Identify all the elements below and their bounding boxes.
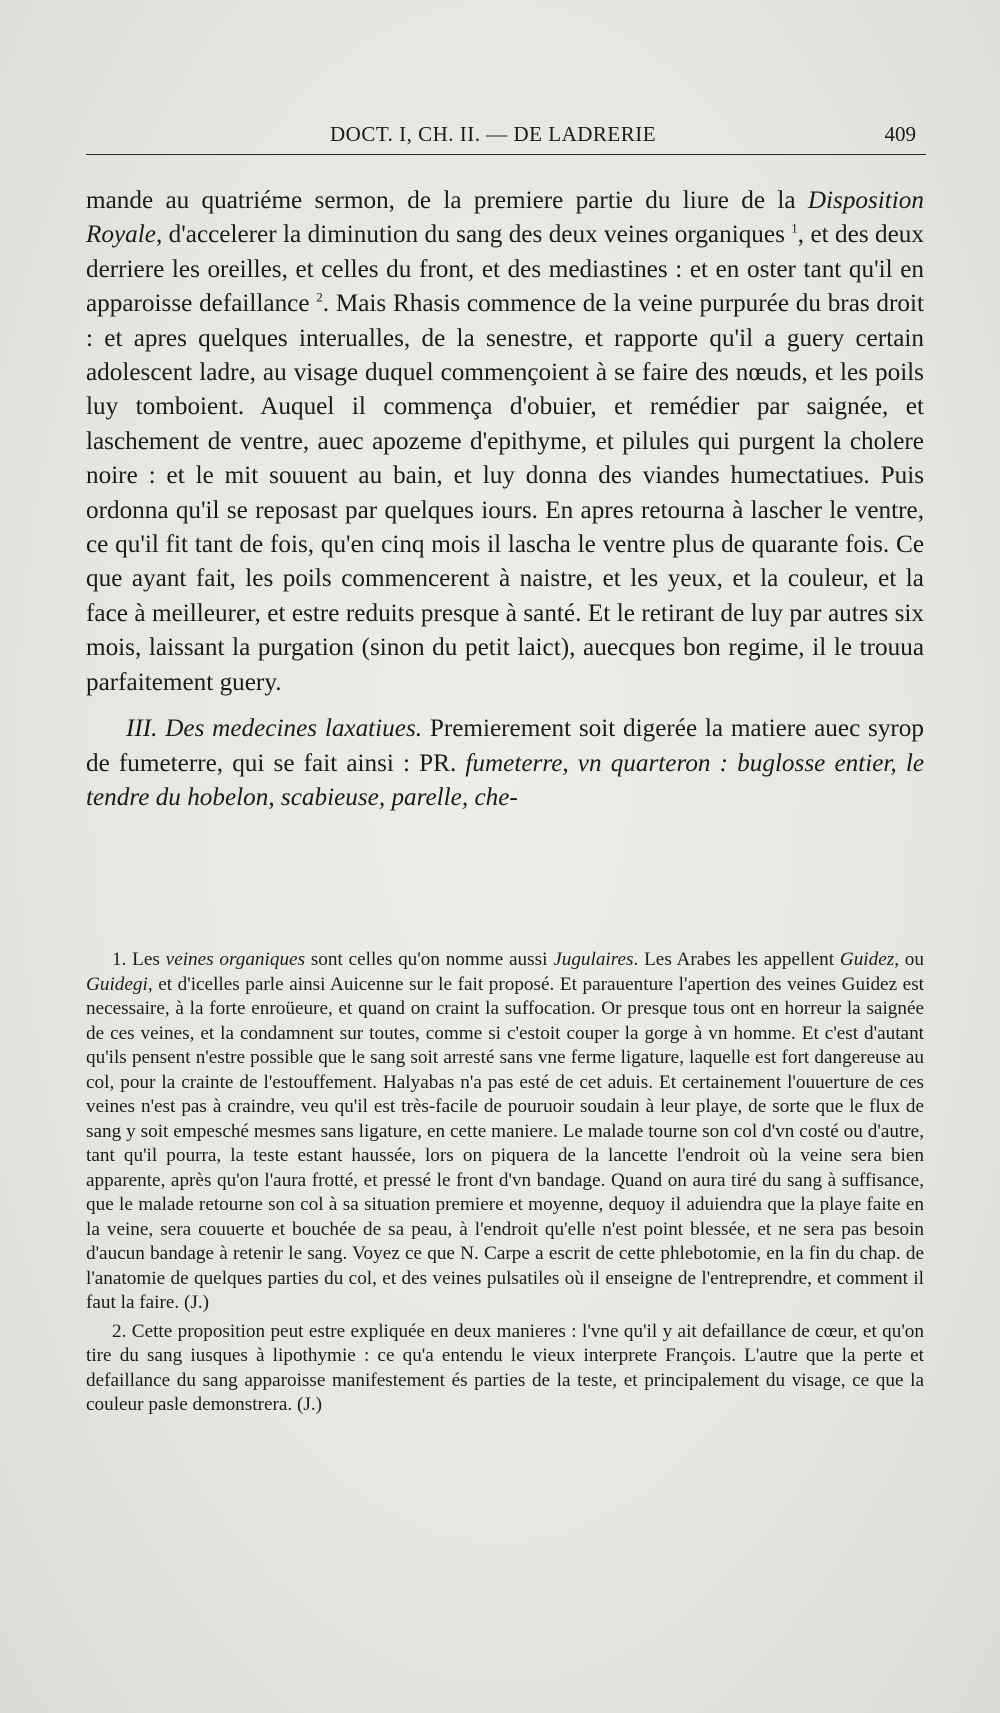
text-span: , d'accelerer la diminution du sang des deux veines organiques (155, 221, 792, 249)
footnote-ref-2: 2 (316, 289, 323, 305)
text-span: Premierement soit digerée la matiere auec syrop de fumeterre, qui se fait ainsi : PR. (86, 715, 924, 777)
text-span: , ou (894, 949, 924, 970)
paragraph-1 (86, 184, 924, 700)
text-span: Les (126, 949, 166, 970)
footnote-number: 2. (112, 1320, 127, 1342)
text-span: . Les Arabes les appellent (633, 949, 840, 970)
section-heading: III. Des medecines laxatiues. (126, 715, 423, 743)
italic-span: Jugulaires (553, 949, 634, 970)
text-span: . Mais Rhasis commence de la veine purpurée du bras droit : et apres quelques interualles, de la senestre, et rapporte qu'il a guery certain adolescent ladre, au visage duquel commençoient à se faire des nœuds, et les poils luy tomboient. Auquel il commença d'obuier, et remédier par saignée, et laschement de ventre, auec apozeme d'epithyme, et pilules qui purgent la cholere noire : et le mit souuent au bain, et luy donna des viandes humectatiues. Puis ordonna qu'il se reposast par quelques iours. En apres retourna à lascher le ventre, ce qu'il fit tant de fois, qu'en cinq mois il lascha le ventre plus de quarante fois. Ce que ayant fait, les poils commencerent à naistre, et les yeux, et la couleur, et la face à meilleurer, et estre reduits presque à santé. Et le retirant de luy par autres six mois, laissant la purgation (sinon du petit laict), auecques bon regime, il le trouua parfaitement guery. (86, 290, 924, 696)
footnote-1 (86, 948, 924, 1316)
running-head (86, 118, 926, 155)
page-number: 409 (884, 122, 916, 146)
footnote-2 (86, 1320, 924, 1418)
footnote-ref-1: 1 (791, 221, 798, 237)
italic-span: Guidez (839, 949, 895, 970)
italic-span: Guidegi (86, 973, 148, 995)
text-span: mande au quatriéme sermon, de la premiere partie du liure de la (86, 187, 808, 214)
running-title: DOCT. I, CH. II. — DE LADRERIE (330, 122, 657, 146)
footnotes (86, 948, 924, 1418)
italic-span: Disposition Royale (86, 187, 924, 249)
text-span: , et des deux derriere les oreilles, et celles du front, et des mediastines : et en oster tant qu'il en apparoisse defaillance (86, 221, 924, 318)
text-span: sont celles qu'on nomme aussi (305, 949, 554, 970)
text-span: , et d'icelles parle ainsi Auicenne sur le fait proposé. Et parauenture l'apertion des veines Guidez est necessaire, à la forte enroüeure, et quand on craint la suffocation. Or presque tous ont en horreur la saignée de ces veines, et la condamnent sur toutes, comme si c'estoit couper la gorge à vn homme. Et c'est d'autant qu'ils pensent n'estre possible que le sang soit arresté sans vne ferme ligature, laquelle est fort dangereuse au col, pour la crainte de l'estouffement. Halyabas n'a pas esté de cet aduis. Et certainement l'ouuerture de ces veines n'est pas à craindre, veu qu'il est très-facile de pouruoir soudain à leur playe, de sorte que le flux de sang y soit empesché mesmes sans ligature, en cette maniere. Le malade tourne son col d'vn costé ou d'autre, tant qu'il pourra, la teste estant haussée, lors on piquera de la lancette l'endroit où la veine sera bien apparente, après qu'on l'aura frotté, et pressé le front d'vn bandage. Quand on aura tiré du sang à suffisance, que le malade retourne son col à sa situation premiere et moyenne, dequoy il aduiendra que la playe faite en la veine, sera couuerte et bouchée de sa peau, à l'endroit qu'elle n'est point blessée, et ne sera pas besoin d'aucun bandage à retenir le sang. Voyez ce que N. Carpe a escrit de cette phlebotomie, en la fin du chap. de l'anatomie de quelques parties du col, et des veines pulsatiles où il enseigne de l'entreprendre, et comment il faut la faire. (J.) (86, 973, 924, 1313)
paragraph-2 (86, 712, 924, 815)
italic-span: fumeterre, vn quarteron : buglosse entier, le tendre du hobelon, scabieuse, parelle, che- (86, 749, 925, 811)
text-span: Cette proposition peut estre expliquée en deux manieres : l'vne qu'il y ait defaillance de cœur, et qu'on tire du sang iusques à lipothymie : ce qu'a entendu le vieux interprete François. L'autre que la perte et defaillance du sang apparoisse manifestement és parties de la teste, et principalement du visage, ce que la couleur pasle demonstrera. (J.) (86, 1320, 924, 1415)
italic-span: veines organiques (165, 949, 306, 970)
footnote-number: 1. (112, 949, 127, 970)
main-text (86, 184, 924, 815)
